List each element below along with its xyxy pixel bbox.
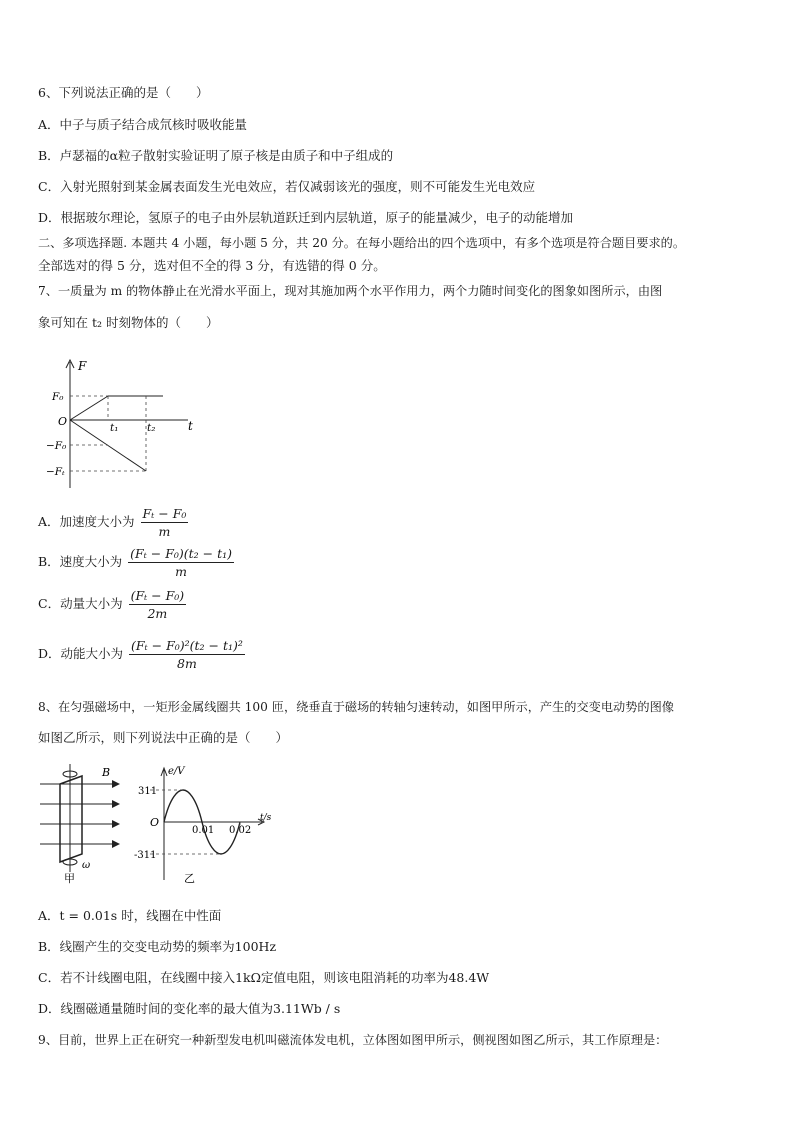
q7-option-a-numerator: Fₜ − F₀ <box>142 506 187 521</box>
q7-force-time-graph <box>38 350 208 495</box>
q8-graph-neg-peak-label: -311 <box>134 850 157 861</box>
q7-option-b-denominator: m <box>175 564 188 579</box>
q7-option-a <box>38 506 188 539</box>
q8-graph-t-full-label: 0.02 <box>229 825 252 836</box>
section2-line1: 二、多项选择题. 本题共 4 小题，每小题 5 分，共 20 分。在每小题给出的四个选项中，有多个选项是符合题目要求的。 <box>38 236 686 250</box>
q8-graph-x-label: t/s <box>260 813 272 823</box>
q7-stem-line2: 象可知在 t₂ 时刻物体的（ ） <box>38 315 219 330</box>
q7-option-b <box>38 546 234 579</box>
q7-falling-line <box>70 420 146 471</box>
q8-figure-a-caption: 甲 <box>64 872 75 884</box>
q7-neg-ft-label: −Fₜ <box>46 466 65 478</box>
q7-neg-f0-label: −F₀ <box>46 440 67 452</box>
q8-emf-graph <box>130 762 280 887</box>
q7-f0-label: F₀ <box>52 391 64 403</box>
q7-option-b-numerator: (Fₜ − F₀)(t₂ − t₁) <box>130 546 233 561</box>
q8-figure-coil <box>38 762 128 884</box>
q8-option-c: C．若不计线圈电阻，在线圈中接入1kΩ定值电阻，则该电阻消耗的功率为48.4W <box>38 970 490 985</box>
q7-option-c <box>38 588 186 621</box>
q7-stem-line1: 7、一质量为 m 的物体静止在光滑水平面上，现对其施加两个水平作用力，两个力随时间变化的图象如图所示，由图 <box>38 284 663 298</box>
q7-t1-label: t₁ <box>110 422 119 434</box>
q8-omega-label: ω <box>82 860 91 871</box>
q7-option-c-fraction <box>129 588 187 621</box>
q7-rising-line <box>70 396 108 420</box>
section2-line2: 全部选对的得 5 分，选对但不全的得 3 分，有选错的得 0 分。 <box>38 258 386 273</box>
q7-y-label: F <box>78 359 87 373</box>
q6-option-d: D．根据玻尔理论，氢原子的电子由外层轨道跃迁到内层轨道，原子的能量减少，电子的动能增加 <box>38 210 574 225</box>
q8-b-label: B <box>102 766 111 779</box>
q8-option-a: A．t = 0.01s 时，线圈在中性面 <box>38 908 222 923</box>
q7-origin-label: O <box>58 415 68 428</box>
q7-option-d-numerator: (Fₜ − F₀)²(t₂ − t₁)² <box>131 638 243 653</box>
q9-stem: 9、目前，世界上正在研究一种新型发电机叫磁流体发电机，立体图如图甲所示，侧视图如图乙所示，其工作原理是： <box>38 1033 668 1047</box>
q6-stem: 6、下列说法正确的是（ ） <box>38 85 209 100</box>
q8-option-b: B．线圈产生的交变电动势的频率为100Hz <box>38 939 277 954</box>
q8-stem-line1: 8、在匀强磁场中，一矩形金属线圈共 100 匝，绕垂直于磁场的转轴匀速转动，如图甲所示，产生的交变电动势的图像 <box>38 700 674 714</box>
q7-option-b-label: B．速度大小为 <box>38 554 123 569</box>
q8-figure-b-caption: 乙 <box>184 872 195 885</box>
q7-t2-label: t₂ <box>147 422 156 434</box>
q6-option-c: C．入射光照射到某金属表面发生光电效应，若仅减弱该光的强度，则不可能发生光电效应 <box>38 179 536 194</box>
q7-option-d <box>38 638 245 671</box>
q7-option-a-denominator: m <box>158 524 171 539</box>
q8-graph-t-half-label: 0.01 <box>192 825 215 836</box>
q7-option-a-label: A．加速度大小为 <box>38 514 135 529</box>
q7-option-c-label: C．动量大小为 <box>38 596 123 611</box>
q7-option-a-fraction <box>141 506 189 539</box>
q7-option-d-fraction <box>129 638 245 671</box>
q8-option-d: D．线圈磁通量随时间的变化率的最大值为3.11Wb / s <box>38 1001 341 1016</box>
q7-option-d-denominator: 8m <box>177 656 197 671</box>
q8-graph-y-label: e/V <box>168 766 185 777</box>
q7-option-d-label: D．动能大小为 <box>38 646 124 661</box>
q7-x-label: t <box>188 419 193 433</box>
q8-graph-peak-label: 311 <box>138 786 158 797</box>
q7-option-c-denominator: 2m <box>147 606 168 621</box>
q8-graph-origin: O <box>150 816 160 829</box>
q7-option-b-fraction <box>128 546 234 579</box>
q8-coil <box>60 776 82 862</box>
q6-option-a: A．中子与质子结合成氘核时吸收能量 <box>38 117 248 132</box>
q6-option-b: B．卢瑟福的α粒子散射实验证明了原子核是由质子和中子组成的 <box>38 148 394 163</box>
q7-option-c-numerator: (Fₜ − F₀) <box>130 588 185 603</box>
q8-stem-line2: 如图乙所示，则下列说法中正确的是（ ） <box>38 730 289 745</box>
